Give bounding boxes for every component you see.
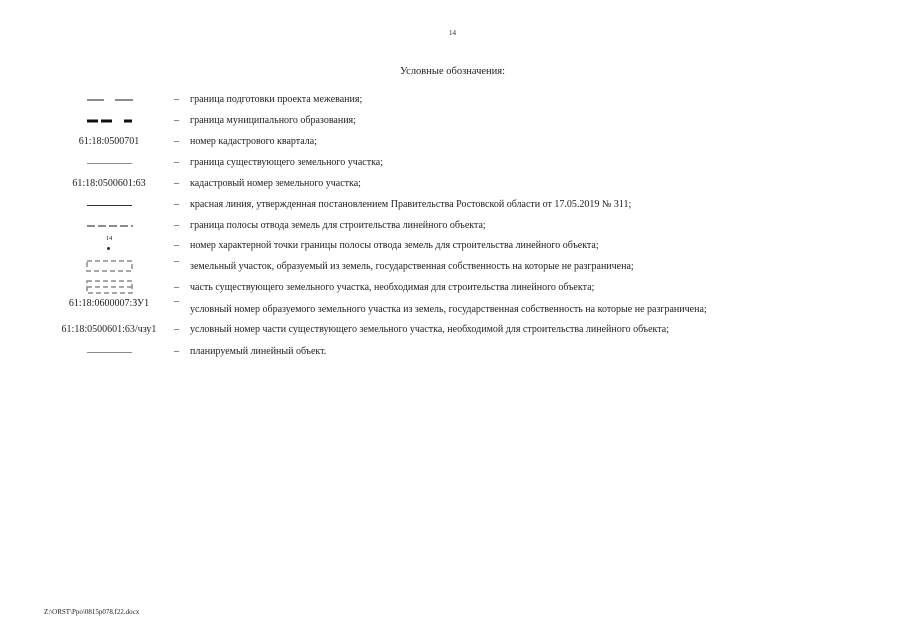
point-marker-icon bbox=[39, 235, 179, 252]
black-bold-dash-line-icon bbox=[39, 115, 179, 127]
separator-dash: – bbox=[174, 136, 179, 147]
separator-dash: – bbox=[174, 115, 179, 126]
plot-part-conditional-number: 61:18:0500601:63/чзу1 bbox=[61, 324, 157, 335]
legend-row-plot-part bbox=[0, 282, 905, 294]
legend-description: граница муниципального образования; bbox=[190, 115, 356, 126]
legend-row-red-line bbox=[0, 199, 905, 211]
legend-description: условный номер образуемого земельного участка из земель, государственная собственность на которые не разграничена; bbox=[190, 304, 707, 315]
separator-dash: – bbox=[174, 324, 179, 335]
gray-dashed-line-icon bbox=[39, 220, 179, 232]
legend-description: часть существующего земельного участка, необходимая для строительства линейного объекта; bbox=[190, 282, 595, 293]
solid-dark-line-icon bbox=[39, 199, 179, 211]
new-plot-conditional-number: 61:18:0600007:ЗУ1 bbox=[68, 298, 150, 309]
legend-description: номер характерной точки границы полосы отвода земель для строительства линейного объекта; bbox=[190, 240, 599, 251]
legend-row-cadastral-quarter bbox=[0, 136, 905, 148]
thin-gray-line-icon bbox=[39, 157, 179, 169]
legend-row-project-boundary bbox=[0, 94, 905, 106]
separator-dash: – bbox=[174, 199, 179, 210]
legend-description: земельный участок, образуемый из земель, государственная собственность на которые не разграничена; bbox=[190, 261, 634, 272]
separator-dash: – bbox=[174, 220, 179, 231]
legend-row-right-of-way-boundary bbox=[0, 220, 905, 232]
legend-row-planned-linear-object bbox=[0, 346, 905, 358]
legend-row-new-plot-number bbox=[0, 296, 905, 316]
separator-dash: – bbox=[174, 256, 179, 267]
dashed-grid-area-icon bbox=[39, 282, 179, 294]
gray-double-dash-line-icon bbox=[39, 94, 179, 106]
legend-description: красная линия, утвержденная постановлением Правительства Ростовской области от 17.05.2019 № 311; bbox=[190, 199, 632, 210]
legend-description: планируемый линейный объект. bbox=[190, 346, 327, 357]
file-path-footer: Z:\ORST\Ppo\0815p078.f22.docx bbox=[44, 608, 140, 616]
legend-row-cadastral-number bbox=[0, 178, 905, 190]
point-number: 14 bbox=[105, 235, 113, 242]
legend-row-characteristic-point bbox=[0, 235, 905, 252]
legend-row-municipal-boundary bbox=[0, 115, 905, 127]
legend-row-existing-plot-boundary bbox=[0, 157, 905, 169]
thin-gray-line-icon bbox=[39, 346, 179, 358]
separator-dash: – bbox=[174, 296, 179, 307]
legend-description: условный номер части существующего земельного участка, необходимой для строительства линейного объекта; bbox=[190, 324, 669, 335]
separator-dash: – bbox=[174, 157, 179, 168]
legend-description: граница полосы отвода земель для строительства линейного объекта; bbox=[190, 220, 486, 231]
dashed-outline-area-icon bbox=[39, 261, 179, 273]
legend-description: граница существующего земельного участка; bbox=[190, 157, 383, 168]
separator-dash: – bbox=[174, 346, 179, 357]
legend-title: Условные обозначения: bbox=[399, 66, 505, 77]
cadastral-quarter-number: 61:18:0500701 bbox=[78, 136, 140, 147]
separator-dash: – bbox=[174, 282, 179, 293]
legend-description: номер кадастрового квартала; bbox=[190, 136, 318, 147]
separator-dash: – bbox=[174, 240, 179, 251]
separator-dash: – bbox=[174, 178, 179, 189]
legend-row-new-plot bbox=[0, 256, 905, 273]
page-number: 14 bbox=[449, 29, 456, 37]
legend-description: кадастровый номер земельного участка; bbox=[190, 178, 361, 189]
legend-row-plot-part-number bbox=[0, 324, 905, 336]
separator-dash: – bbox=[174, 94, 179, 105]
legend-description: граница подготовки проекта межевания; bbox=[190, 94, 363, 105]
point-dot-icon bbox=[107, 247, 110, 250]
cadastral-plot-number: 61:18:0500601:63 bbox=[72, 178, 146, 189]
